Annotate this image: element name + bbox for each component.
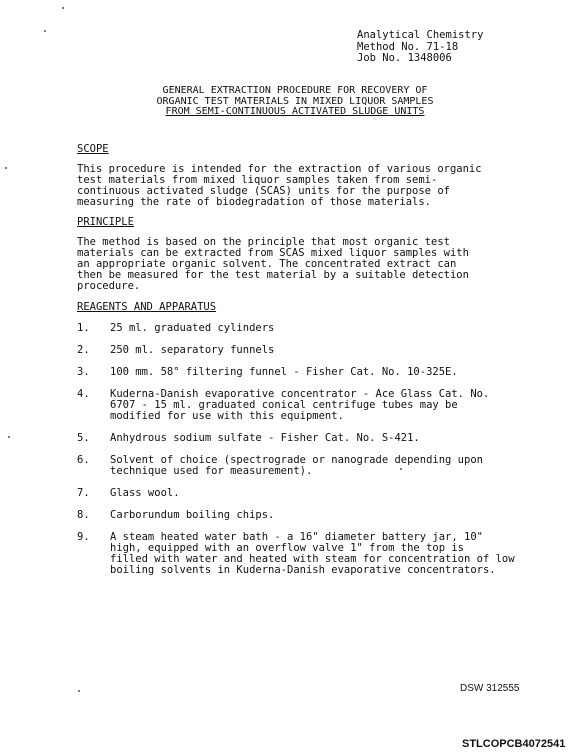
list-item-line: Glass wool. [110, 487, 180, 499]
list-item-text [110, 433, 420, 444]
document-title [60, 86, 530, 118]
reagents-heading: REAGENTS AND APPARATUS [77, 301, 217, 313]
principle-heading: PRINCIPLE [77, 216, 134, 228]
principle-paragraph [77, 237, 537, 292]
header-block [357, 30, 483, 65]
title-line-2: ORGANIC TEST MATERIALS IN MIXED LIQUOR SAMPLES [156, 95, 434, 107]
title-line-1: GENERAL EXTRACTION PROCEDURE FOR RECOVERY OF [162, 85, 428, 96]
list-item-line: 100 mm. 58° filtering funnel - Fisher Cat. No. 10-325E. [110, 366, 458, 378]
list-item-text [110, 323, 274, 334]
scope-heading: SCOPE [77, 143, 109, 155]
document-id: DSW 312555 [460, 683, 520, 694]
principle-line: procedure. [77, 280, 141, 292]
list-item-line: 25 ml. graduated cylinders [110, 322, 275, 334]
scan-speck [62, 7, 64, 9]
scope-paragraph [77, 164, 537, 208]
scan-speck [8, 436, 10, 438]
scope-line: measuring the rate of biodegradation of those materials. [77, 196, 432, 208]
bates-number: STLCOPCB4072541 [462, 738, 566, 750]
principle-line: then be measured for the test material by a suitable detection [77, 269, 469, 281]
list-item-text [110, 455, 483, 477]
principle-line: materials can be extracted from SCAS mixed liquor samples with [77, 247, 469, 259]
list-item-line: filled with water and heated with steam for concentration of low [110, 553, 515, 565]
list-item-number: 3. [77, 366, 90, 378]
scope-line: continuous activated sludge (SCAS) units for the purpose of [77, 185, 450, 197]
scan-speck [78, 690, 80, 692]
list-item-text [110, 367, 458, 378]
principle-line: an appropriate organic solvent. The concentrated extract can [77, 258, 457, 270]
header-job-number: Job No. 1348006 [357, 52, 452, 64]
list-item-number: 8. [77, 509, 90, 521]
list-item-text [110, 532, 515, 576]
scan-speck [5, 167, 7, 169]
scan-speck [400, 468, 402, 470]
header-department: Analytical Chemistry [357, 29, 484, 41]
list-item-number: 4. [77, 388, 90, 400]
principle-line: The method is based on the principle that most organic test [77, 236, 450, 248]
list-item-line: Solvent of choice (spectrograde or nanograde depending upon [110, 454, 483, 466]
list-item-text [110, 488, 180, 499]
list-item-line: A steam heated water bath - a 16" diameter battery jar, 10" [110, 531, 483, 543]
scan-speck [44, 30, 46, 32]
list-item-text [110, 389, 489, 422]
list-item-line: Kuderna-Danish evaporative concentrator - Ace Glass Cat. No. [110, 388, 490, 400]
list-item-number: 9. [77, 531, 90, 543]
list-item-text [110, 345, 274, 356]
list-item-line: technique used for measurement). [110, 465, 313, 477]
list-item-number: 2. [77, 344, 90, 356]
list-item-line: modified for use with this equipment. [110, 410, 344, 422]
title-line-3: FROM SEMI-CONTINUOUS ACTIVATED SLUDGE UNITS [165, 106, 425, 117]
list-item-number: 5. [77, 432, 90, 444]
list-item-line: 6707 - 15 ml. graduated conical centrifuge tubes may be [110, 399, 458, 411]
list-item-line: Anhydrous sodium sulfate - Fisher Cat. No. S-421. [110, 432, 420, 444]
list-item-line: high, equipped with an overflow valve 1" from the top is [110, 542, 465, 554]
list-item-number: 6. [77, 454, 90, 466]
list-item-line: boiling solvents in Kuderna-Danish evaporative concentrators. [110, 564, 496, 576]
list-item-line: 250 ml. separatory funnels [110, 344, 275, 356]
list-item-number: 7. [77, 487, 90, 499]
list-item-number: 1. [77, 322, 90, 334]
scope-line: test materials from mixed liquor samples taken from semi- [77, 174, 438, 186]
scope-line: This procedure is intended for the extraction of various organic [77, 163, 482, 175]
header-method-number: Method No. 71-18 [357, 40, 459, 53]
list-item-line: Carborundum boiling chips. [110, 509, 275, 521]
list-item-text [110, 510, 274, 521]
